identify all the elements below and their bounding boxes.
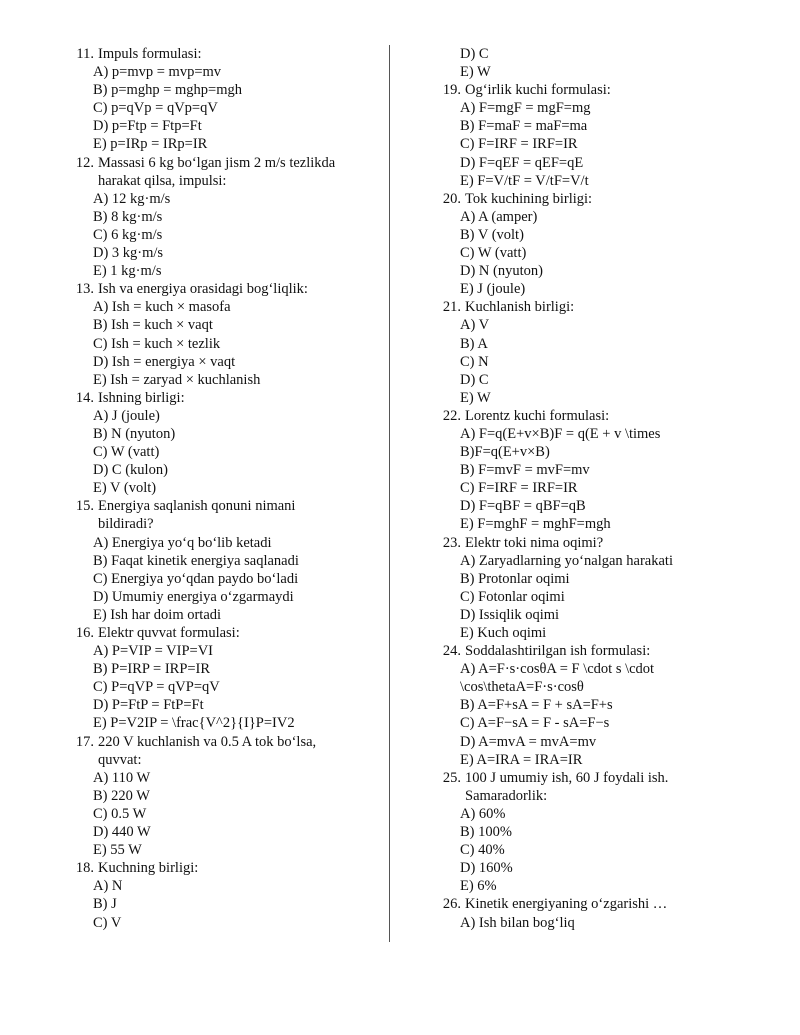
answer-option: B) A [460, 335, 488, 352]
answer-option: E) A=IRA = IRA=IR [460, 751, 583, 768]
answer-option: C) Energiya yo‘qdan paydo bo‘ladi [93, 570, 299, 587]
question-text-line: 100 J umumiy ish, 60 J foydali ish. [465, 769, 669, 786]
question-text [70, 45, 390, 63]
answer-option: E) P=V2IP = \frac{V^2}{I}P=IV2 [93, 715, 295, 732]
question-text-line: Massasi 6 kg bo‘lgan jism 2 m/s tezlikda [98, 154, 336, 171]
question-block [70, 497, 390, 624]
question-block [70, 733, 390, 860]
question-block [70, 624, 390, 733]
question-text-line: Kuchlanish birligi: [465, 299, 575, 316]
question-text [70, 280, 390, 298]
question-number: 19. [442, 82, 461, 99]
answer-option: C) V [93, 914, 122, 931]
question-text-line: Kuchning birligi: [98, 860, 199, 877]
question-text-line: bildiradi? [98, 516, 154, 533]
question-block [437, 407, 737, 534]
answer-option: B) N (nyuton) [93, 425, 176, 442]
answer-option: C) W (vatt) [93, 444, 160, 461]
answer-option: E) Ish har doim ortadi [93, 606, 222, 623]
question-block [437, 81, 737, 190]
question-text [70, 624, 390, 642]
question-number: 20. [442, 190, 461, 207]
question-text [70, 497, 390, 515]
answer-option: D) N (nyuton) [460, 263, 543, 280]
answer-option: A) p=mvp = mvp=mv [93, 64, 222, 81]
question-text-line: Samaradorlik: [465, 787, 548, 804]
answer-option: B) A=F+sA = F + sA=F+s [460, 697, 613, 714]
question-number: 14. [75, 389, 94, 406]
answer-option: A) Zaryadlarning yo‘nalgan harakati [460, 552, 673, 569]
question-text-line: harakat qilsa, impulsi: [98, 172, 227, 189]
question-number: 22. [442, 407, 461, 424]
answer-option: B) Faqat kinetik energiya saqlanadi [93, 552, 299, 569]
answer-option: C) p=qVp = qVp=qV [93, 100, 218, 117]
question-block [437, 769, 737, 896]
answer-option: C) Fotonlar oqimi [460, 588, 565, 605]
question-text-line: quvvat: [98, 751, 142, 768]
answer-option: D) 160% [460, 860, 513, 877]
answer-option: A) Energiya yo‘q bo‘lib ketadi [93, 534, 272, 551]
question-text-line: Soddalashtirilgan ish formulasi: [465, 643, 651, 660]
question-number: 21. [442, 299, 461, 316]
question-block [437, 534, 737, 643]
question-number: 26. [442, 896, 461, 913]
question-text-line: Lorentz kuchi formulasi: [465, 407, 610, 424]
question-text [437, 407, 737, 425]
answer-option: D) 3 kg·m/s [93, 245, 164, 262]
question-block [70, 389, 390, 498]
question-number: 17. [75, 733, 94, 750]
answer-option: A) P=VIP = VIP=VI [93, 643, 214, 660]
answer-option: E) Ish = zaryad × kuchlanish [93, 371, 261, 388]
question-text-line: Tok kuchining birligi: [465, 190, 593, 207]
question-number: 18. [75, 860, 94, 877]
question-block [70, 45, 390, 154]
answer-option: A) J (joule) [93, 407, 160, 424]
question-number: 23. [442, 534, 461, 551]
answer-option: E) 1 kg·m/s [93, 263, 162, 280]
answer-option: A) 110 W [93, 769, 151, 786]
question-text-line: Og‘irlik kuchi formulasi: [465, 82, 611, 99]
answer-option: E) W [460, 389, 491, 406]
answer-option: E) 55 W [93, 842, 142, 859]
answer-option: C) 40% [460, 842, 505, 859]
question-number: 15. [75, 498, 94, 515]
answer-option: A) A=F·s·cosθA = F \cdot s \cdot [460, 661, 655, 678]
answer-option: A) Ish = kuch × masofa [93, 299, 231, 316]
question-text [437, 769, 737, 787]
answer-option: D) Issiqlik oqimi [460, 606, 560, 623]
question-text [437, 81, 737, 99]
question-number: 13. [75, 281, 94, 298]
question-block [70, 859, 390, 931]
question-text [70, 154, 390, 172]
answer-option: E) V (volt) [93, 480, 157, 497]
answer-option: A) F=q(E+v×B)F = q(E + v \times [460, 425, 661, 442]
answer-option: C) N [460, 353, 489, 370]
answer-option: B) F=mvF = mvF=mv [460, 462, 590, 479]
answer-option: D) C [460, 46, 489, 62]
answer-option: B) 8 kg·m/s [93, 208, 163, 225]
question-number: 24. [442, 643, 461, 660]
answer-option: D) C (kulon) [93, 462, 168, 479]
question-text [437, 190, 737, 208]
question-block [437, 298, 737, 407]
column-divider [389, 45, 390, 942]
question-text [437, 298, 737, 316]
answer-option: \cos\thetaA=F·s·cosθ [460, 679, 584, 696]
answer-option: A) Ish bilan bog‘liq [460, 914, 575, 931]
answer-option: A) 60% [460, 805, 506, 822]
answer-option: C) F=IRF = IRF=IR [460, 480, 578, 497]
question-text [437, 895, 737, 913]
answer-option: A) 12 kg·m/s [93, 190, 171, 207]
answer-option: D) p=Ftp = Ftp=Ft [93, 118, 202, 135]
question-text-line: Ishning birligi: [98, 389, 185, 406]
answer-option: D) Ish = energiya × vaqt [93, 353, 236, 370]
answer-option: D) A=mvA = mvA=mv [460, 733, 597, 750]
answer-option: A) A (amper) [460, 208, 538, 225]
question-block [70, 154, 390, 281]
question-text-line: 220 V kuchlanish va 0.5 A tok bo‘lsa, [98, 733, 317, 750]
answer-option: B) p=mghp = mghp=mgh [93, 82, 242, 99]
question-block [437, 642, 737, 769]
question-text [437, 534, 737, 552]
question-text-line: Impuls formulasi: [98, 46, 202, 62]
answer-option: C) W (vatt) [460, 245, 527, 262]
answer-option: E) 6% [460, 878, 497, 895]
question-text [437, 642, 737, 660]
answer-option: B) Ish = kuch × vaqt [93, 317, 213, 334]
answer-option: A) V [460, 317, 490, 334]
answer-option: D) F=qEF = qEF=qE [460, 154, 584, 171]
answer-option: D) 440 W [93, 824, 151, 841]
answer-option: A) F=mgF = mgF=mg [460, 100, 591, 117]
answer-option: C) 6 kg·m/s [93, 226, 163, 243]
answer-option: E) W [460, 64, 491, 81]
answer-option: B) 220 W [93, 787, 150, 804]
question-number: 16. [75, 625, 94, 641]
question-text [70, 733, 390, 751]
answer-option: E) F=V/tF = V/tF=V/t [460, 172, 589, 189]
answer-option: D) C [460, 371, 489, 388]
answer-option: D) P=FtP = FtP=Ft [93, 697, 204, 714]
question-block [437, 895, 737, 931]
answer-option: C) 0.5 W [93, 805, 147, 822]
question-number: 11. [76, 46, 94, 62]
answer-option: E) Kuch oqimi [460, 625, 547, 641]
left-column [70, 45, 390, 932]
answer-option: E) J (joule) [460, 281, 526, 298]
answer-option: E) p=IRp = IRp=IR [93, 136, 208, 153]
answer-option: B) F=maF = maF=ma [460, 118, 588, 135]
answer-option: C) Ish = kuch × tezlik [93, 335, 221, 352]
answer-option: D) F=qBF = qBF=qB [460, 498, 586, 515]
question-text-line: Energiya saqlanish qonuni nimani [98, 498, 296, 515]
answer-option: C) A=F−sA = F - sA=F−s [460, 715, 610, 732]
question-text-line: Ish va energiya orasidagi bog‘liqlik: [98, 281, 308, 298]
answer-option: B)F=q(E+v×B) [460, 444, 550, 461]
answer-option: A) N [93, 878, 123, 895]
answer-option: C) F=IRF = IRF=IR [460, 136, 578, 153]
question-text-line: Elektr quvvat formulasi: [98, 625, 240, 641]
question-text [70, 389, 390, 407]
question-text-line: Kinetik energiyaning o‘zgarishi … [465, 896, 668, 913]
answer-option: B) V (volt) [460, 226, 524, 243]
question-block [437, 190, 737, 299]
answer-option: E) F=mghF = mghF=mgh [460, 516, 611, 533]
question-text-line: Elektr toki nima oqimi? [465, 534, 604, 551]
answer-option: B) 100% [460, 824, 512, 841]
question-number: 25. [442, 769, 461, 786]
answer-option: B) P=IRP = IRP=IR [93, 661, 211, 678]
question-block [437, 45, 737, 81]
answer-option: D) Umumiy energiya o‘zgarmaydi [93, 588, 294, 605]
answer-option: C) P=qVP = qVP=qV [93, 679, 220, 696]
question-text [70, 859, 390, 877]
right-column [437, 45, 737, 932]
answer-option: B) J [93, 896, 117, 913]
question-block [70, 280, 390, 389]
question-number: 12. [75, 154, 94, 171]
answer-option: B) Protonlar oqimi [460, 570, 570, 587]
